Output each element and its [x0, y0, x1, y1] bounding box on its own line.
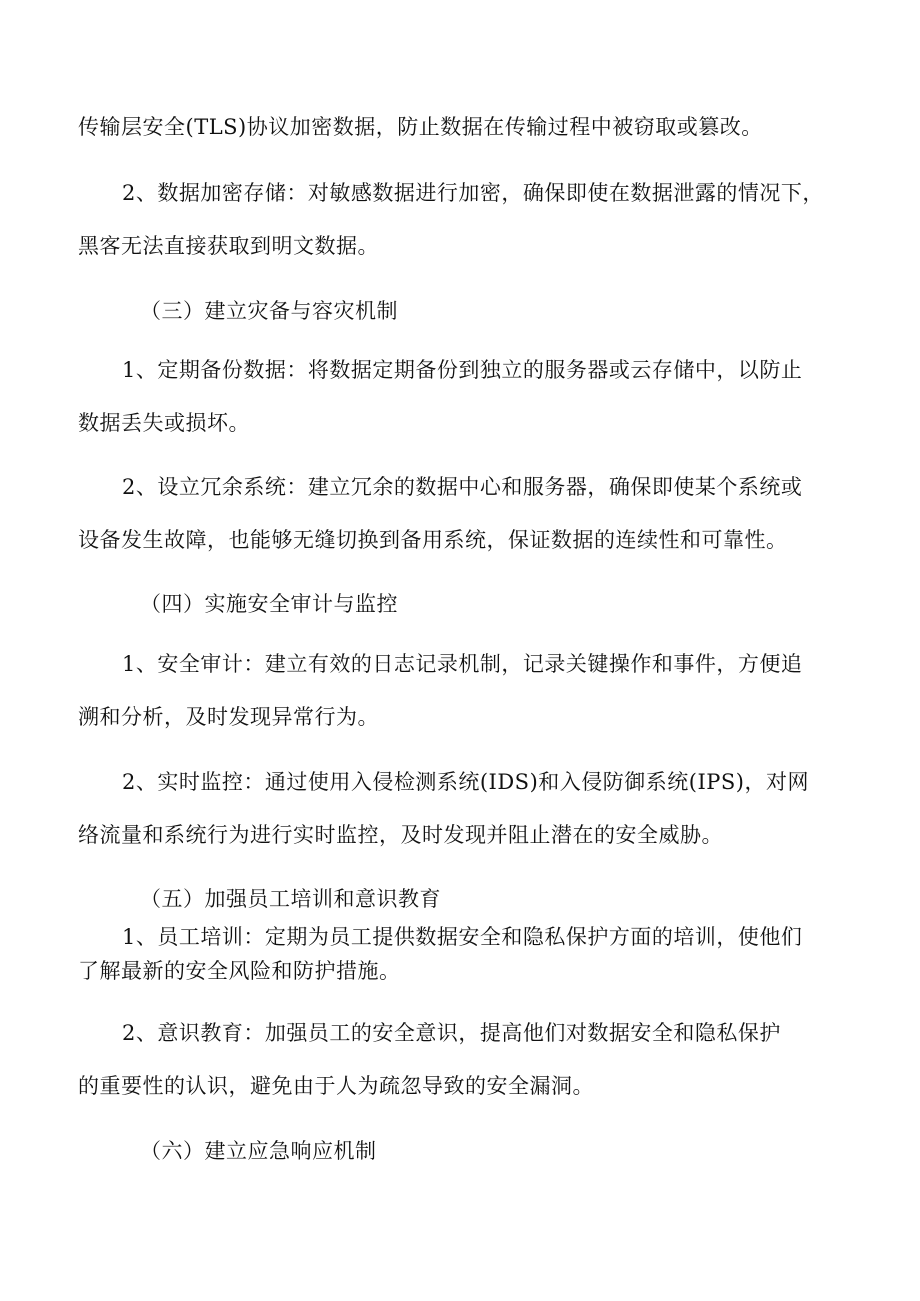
paragraph-line: 2、实时监控：通过使用入侵检测系统(IDS)和入侵防御系统(IPS)，对网	[122, 770, 809, 794]
paragraph-line: 数据丢失或损坏。	[78, 411, 250, 435]
paragraph-line: 1、定期备份数据：将数据定期备份到独立的服务器或云存储中，以防止	[122, 358, 803, 382]
paragraph-line: 传输层安全(TLS)协议加密数据，防止数据在传输过程中被窃取或篡改。	[78, 115, 763, 139]
section-heading: （六）建立应急响应机制	[140, 1139, 377, 1163]
paragraph-line: 1、安全审计：建立有效的日志记录机制，记录关键操作和事件，方便追	[122, 652, 803, 676]
paragraph-line: 络流量和系统行为进行实时监控，及时发现并阻止潜在的安全威胁。	[78, 823, 723, 847]
paragraph-line: 设备发生故障，也能够无缝切换到备用系统，保证数据的连续性和可靠性。	[78, 528, 788, 552]
paragraph-line: 黑客无法直接获取到明文数据。	[78, 234, 379, 258]
section-heading: （三）建立灾备与容灾机制	[140, 299, 398, 323]
paragraph-line: 2、数据加密存储：对敏感数据进行加密，确保即使在数据泄露的情况下，	[122, 181, 824, 205]
paragraph-line: 2、意识教育：加强员工的安全意识，提高他们对数据安全和隐私保护	[122, 1021, 781, 1045]
paragraph-line: 2、设立冗余系统：建立冗余的数据中心和服务器，确保即使某个系统或	[122, 475, 803, 499]
paragraph-line: 1、员工培训：定期为员工提供数据安全和隐私保护方面的培训，使他们	[122, 925, 803, 949]
section-heading: （四）实施安全审计与监控	[140, 592, 398, 616]
paragraph-line: 了解最新的安全风险和防护措施。	[78, 959, 401, 983]
paragraph-line: 溯和分析，及时发现异常行为。	[78, 705, 379, 729]
section-heading: （五）加强员工培训和意识教育	[140, 887, 441, 911]
paragraph-line: 的重要性的认识，避免由于人为疏忽导致的安全漏洞。	[78, 1074, 594, 1098]
